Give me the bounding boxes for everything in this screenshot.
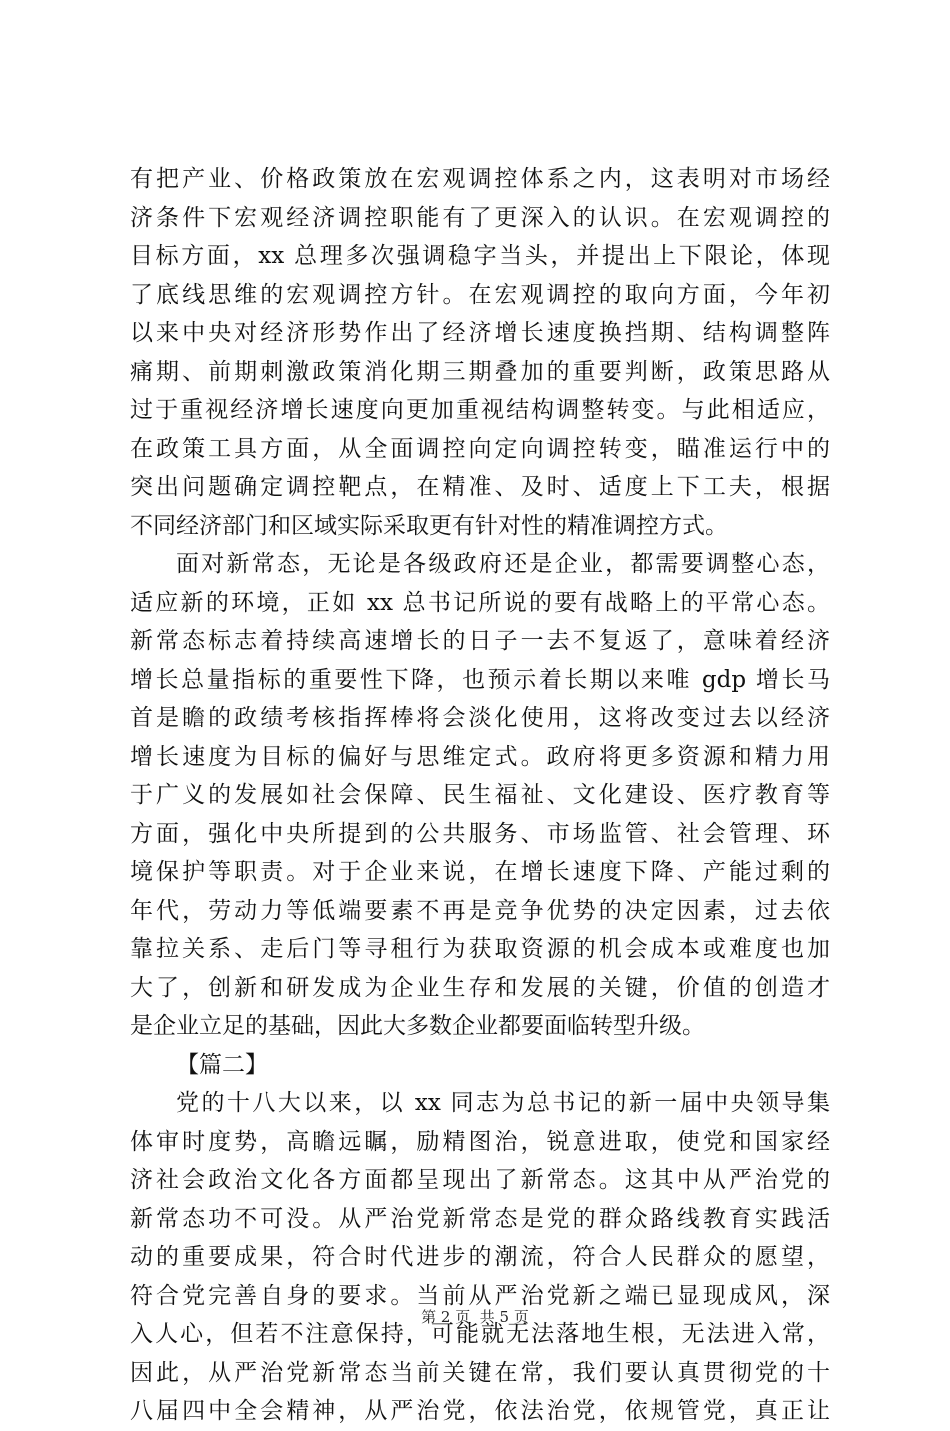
text-line: 有把产业、价格政策放在宏观调控体系之内，这表明对市场经 <box>130 166 830 192</box>
text-line: 符合党完善自身的要求。当前从严治党新之端已显现成风，深 <box>130 1282 830 1309</box>
text-line: 济条件下宏观经济调控职能有了更深入的认识。在宏观调控的 <box>130 204 830 231</box>
text-line: 新常态功不可没。从严治党新常态是党的群众路线教育实践活 <box>130 1205 830 1232</box>
text-line: 入人心，但若不注意保持，可能就无法落地生根，无法进入常， <box>130 1321 830 1347</box>
text-line: 体审时度势，高瞻远瞩，励精图治，锐意进取，使党和国家经 <box>130 1128 830 1155</box>
text-line: 年代，劳动力等低端要素不再是竞争优势的决定因素，过去依 <box>130 897 830 924</box>
section-heading: 【篇二】 <box>176 1051 268 1078</box>
text-line: 境保护等职责。对于企业来说，在增长速度下降、产能过剩的 <box>130 859 830 885</box>
text-line: 目标方面，xx 总理多次强调稳字当头，并提出上下限论，体现 <box>130 243 830 269</box>
text-line: 了底线思维的宏观调控方针。在宏观调控的取向方面，今年初 <box>130 281 830 308</box>
paragraph-start-line: 党的十八大以来，以 xx 同志为总书记的新一届中央领导集 <box>176 1090 830 1116</box>
page-number-label: 第 2 页 共 5 页 <box>421 1308 529 1326</box>
text-line: 因此，从严治党新常态当前关键在常，我们要认真贯彻党的十 <box>130 1359 830 1386</box>
text-line: 动的重要成果，符合时代进步的潮流，符合人民群众的愿望， <box>130 1244 830 1270</box>
body-text <box>130 160 830 1431</box>
text-line: 以来中央对经济形势作出了经济增长速度换挡期、结构调整阵 <box>130 320 830 346</box>
text-line: 在政策工具方面，从全面调控向定向调控转变，瞄准运行中的 <box>130 435 830 462</box>
text-line: 大了，创新和研发成为企业生存和发展的关键，价值的创造才 <box>130 974 830 1001</box>
text-line: 不同经济部门和区域实际采取更有针对性的精准调控方式。 <box>130 512 728 539</box>
text-line: 八届四中全会精神，从严治党，依法治党，依规管党，真正让 <box>130 1398 830 1424</box>
text-line: 增长速度为目标的偏好与思维定式。政府将更多资源和精力用 <box>130 743 830 770</box>
text-line: 增长总量指标的重要性下降，也预示着长期以来唯 gdp 增长马 <box>130 666 830 693</box>
text-line: 是企业立足的基础，因此大多数企业都要面临转型升级。 <box>130 1013 705 1039</box>
page-footer <box>0 1307 950 1327</box>
text-line: 于广义的发展如社会保障、民生福祉、文化建设、医疗教育等 <box>130 782 830 808</box>
text-line: 首是瞻的政绩考核指挥棒将会淡化使用，这将改变过去以经济 <box>130 705 830 731</box>
text-line: 靠拉关系、走后门等寻租行为获取资源的机会成本或难度也加 <box>130 936 830 962</box>
text-line: 突出问题确定调控靶点，在精准、及时、适度上下工夫，根据 <box>130 474 830 500</box>
paragraph-start-line: 面对新常态，无论是各级政府还是企业，都需要调整心态， <box>176 551 830 577</box>
text-line: 方面，强化中央所提到的公共服务、市场监管、社会管理、环 <box>130 820 830 847</box>
text-line: 痛期、前期刺激政策消化期三期叠加的重要判断，政策思路从 <box>130 358 830 385</box>
text-line: 适应新的环境，正如 xx 总书记所说的要有战略上的平常心态。 <box>130 589 830 616</box>
text-line: 新常态标志着持续高速增长的日子一去不复返了，意味着经济 <box>130 628 830 654</box>
text-line: 济社会政治文化各方面都呈现出了新常态。这其中从严治党的 <box>130 1167 830 1193</box>
text-line: 过于重视经济增长速度向更加重视结构调整转变。与此相适应， <box>130 397 830 423</box>
